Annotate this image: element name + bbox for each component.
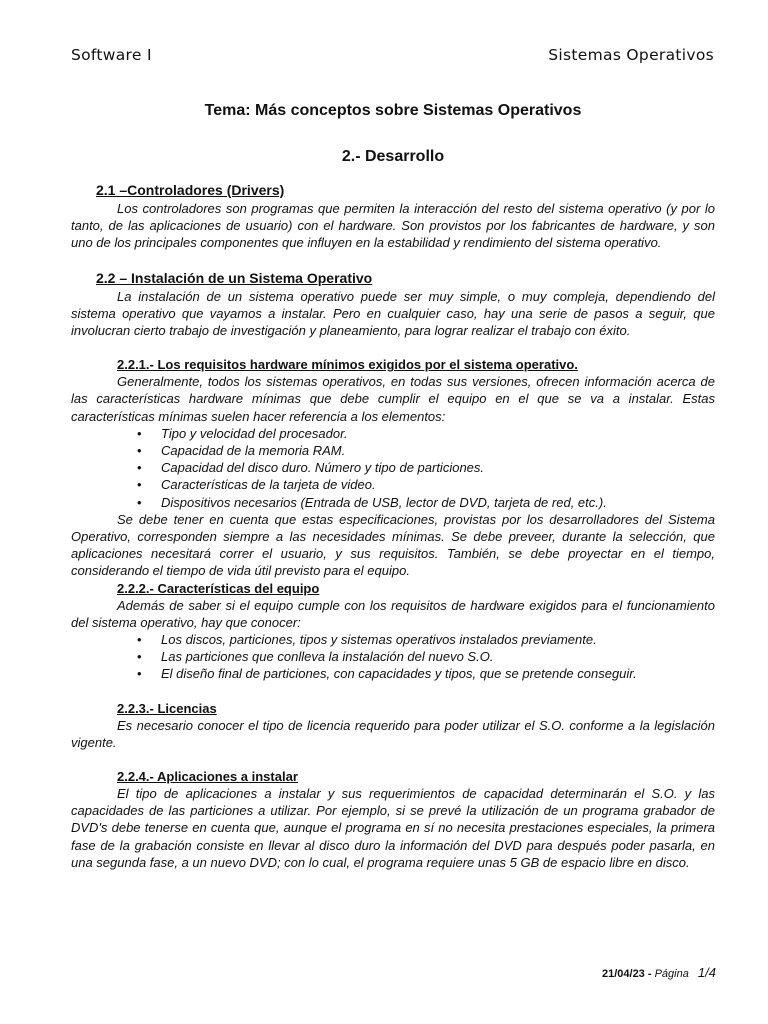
section-text-2-1: Los controladores son programas que permiten la interacción del resto del sistema operativo (y por lo tanto, de las aplicaciones de usuario) con el hardware. Son provistos por los fabricantes de hardware, y son uno de los principales componentes que influyen en la estabilidad y rendimiento del sistema operativo. [71, 201, 715, 251]
page-footer [602, 966, 716, 981]
requirements-list [71, 425, 715, 511]
section-text-2-2: La instalación de un sistema operativo puede ser muy simple, o muy compleja, dependiendo del sistema operativo que vayamos a instalar. Pero en cualquier caso, hay una serie de pasos a seguir, que involucran cierto trabajo de investigación y planeamiento, para lograr realizar el trabajo con éxito. [71, 288, 715, 339]
list-item: • El diseño final de particiones, con capacidades y tipos, que se pretende conseguir. [137, 666, 637, 682]
footer-page-label: Página [654, 968, 689, 980]
list-item: • Las particiones que conlleva la instalación del nuevo S.O. [137, 649, 494, 665]
section-text-2-2-2: Además de saber si el equipo cumple con los requisitos de hardware exigidos para el funcionamiento del sistema operativo, hay que conocer: [71, 597, 715, 630]
list-item: • Tipo y velocidad del procesador. [137, 425, 348, 441]
section-text-2-2-1: Generalmente, todos los sistemas operativos, en todas sus versiones, ofrecen información acerca de las características hardware mínimas que debe cumplir el equipo en el que se va a instalar. Estas características mínimas suelen hacer referencia a los elementos: [71, 374, 715, 424]
section-heading-2-2-1: 2.2.1.- Los requisitos hardware mínimos exigidos por el sistema operativo. [117, 357, 578, 373]
page-header [71, 46, 714, 68]
list-item: • Los discos, particiones, tipos y sistemas operativos instalados previamente. [137, 632, 597, 648]
section-heading-2-2-2: 2.2.2.- Características del equipo [117, 580, 320, 596]
list-item: • Capacidad del disco duro. Número y tipo de particiones. [137, 460, 485, 476]
list-item: • Características de la tarjeta de video. [137, 477, 376, 493]
footer-page-number: 1/4 [697, 965, 716, 980]
section-text-2-2-4: El tipo de aplicaciones a instalar y sus requerimientos de capacidad determinarán el S.O. y las capacidades de las particiones a utilizar. Por ejemplo, si se prevé la utilización de un programa grabador de DVD's debe tenerse en cuenta que, aunque el programa en sí no necesita prestaciones especiales, la primera fase de la grabación consiste en llevar al disco duro la información del DVD para después poder pasarla, en una segunda fase, a un nuevo DVD; con lo cual, el programa requiere unas 5 GB de espacio libre en disco. [71, 786, 715, 870]
list-item: • Capacidad de la memoria RAM. [137, 443, 346, 459]
header-subject: Sistemas Operativos [548, 46, 714, 64]
section-heading-2-2: 2.2 – Instalación de un Sistema Operativo [96, 269, 373, 286]
document-title: Tema: Más conceptos sobre Sistemas Operativos [204, 102, 582, 119]
list-item: • Dispositivos necesarios (Entrada de USB, lector de DVD, tarjeta de red, etc.). [137, 494, 607, 510]
document-subtitle: 2.- Desarrollo [341, 148, 445, 165]
section-heading-2-2-4: 2.2.4.- Aplicaciones a instalar [117, 769, 298, 785]
footer-date: 21/04/23 - [601, 968, 652, 980]
section-heading-2-1: 2.1 –Controladores (Drivers) [96, 182, 285, 198]
equipment-list [71, 631, 715, 683]
document-body [71, 101, 715, 871]
section-text-2-2-1-continued: Se debe tener en cuenta que estas especificaciones, provistas por los desarrolladores del Sistema Operativo, corresponden siempre a las necesidades mínimas. Se debe preveer, durante la selección, que aplicaciones necesitará correr el usuario, y sus requisitos. También, se debe proyectar en el tiempo, considerando el tiempo de vida útil previsto para el equipo. [71, 511, 715, 579]
section-heading-2-2-3: 2.2.3.- Licencias [117, 700, 217, 716]
header-course: Software I [71, 46, 152, 64]
section-text-2-2-3: Es necesario conocer el tipo de licencia requerido para poder utilizar el S.O. conforme a la legislación vigente. [71, 717, 715, 750]
